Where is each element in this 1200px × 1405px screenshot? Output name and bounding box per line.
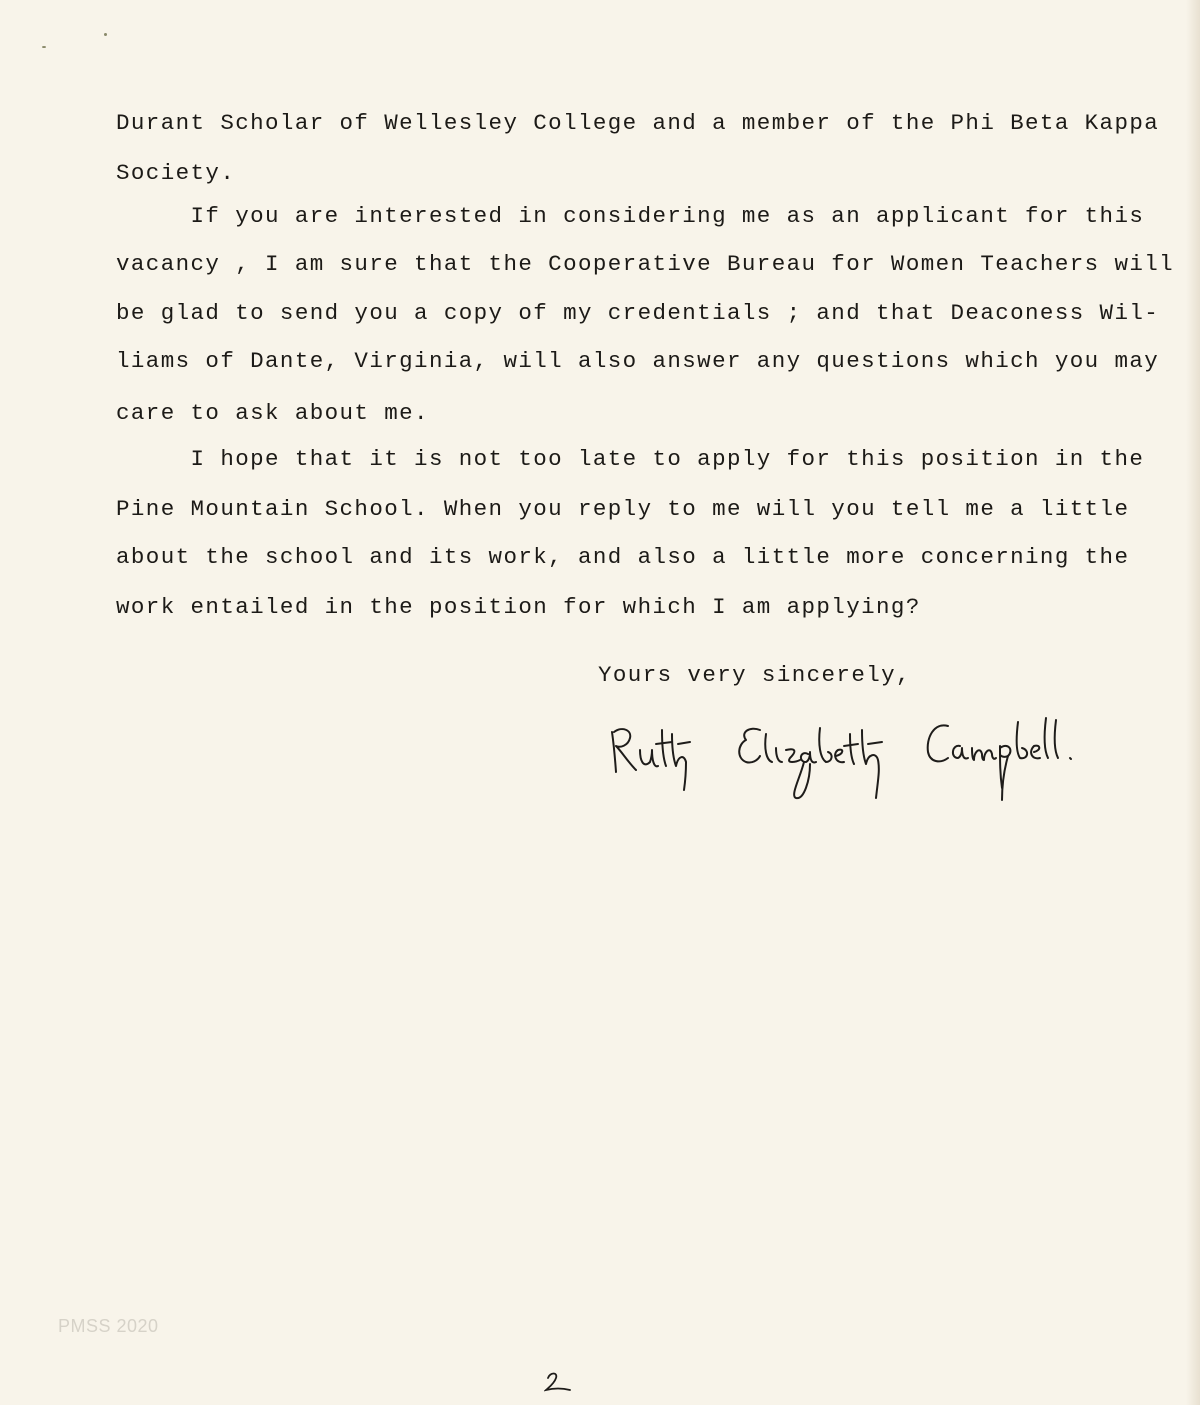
letter-line-9: Pine Mountain School. When you reply to me will you tell me a little xyxy=(116,496,1130,522)
letter-line-7: care to ask about me. xyxy=(116,400,429,426)
letter-line-3: If you are interested in considering me as an applicant for this xyxy=(116,203,1145,229)
page-edge-shadow xyxy=(1186,0,1200,1405)
paper-speck xyxy=(104,33,107,36)
letter-line-10: about the school and its work, and also a little more concerning the xyxy=(116,544,1130,570)
letter-line-5: be glad to send you a copy of my credentials ; and that Deaconess Wil- xyxy=(116,300,1160,326)
page-number xyxy=(544,1370,574,1394)
letter-line-2: Society. xyxy=(116,160,236,186)
letter-line-6: liams of Dante, Virginia, will also answer any questions which you may xyxy=(116,348,1160,374)
letter-line-11: work entailed in the position for which I am applying? xyxy=(116,594,921,620)
pmss-watermark: PMSS 2020 xyxy=(58,1316,159,1336)
closing-line: Yours very sincerely, xyxy=(598,662,911,688)
letter-line-8: I hope that it is not too late to apply for this position in the xyxy=(116,446,1145,472)
letter-line-1: Durant Scholar of Wellesley College and a member of the Phi Beta Kappa xyxy=(116,110,1160,136)
handwritten-signature xyxy=(600,700,1090,810)
letter-line-4: vacancy , I am sure that the Cooperative Bureau for Women Teachers will xyxy=(116,251,1175,277)
paper-speck xyxy=(42,46,46,48)
